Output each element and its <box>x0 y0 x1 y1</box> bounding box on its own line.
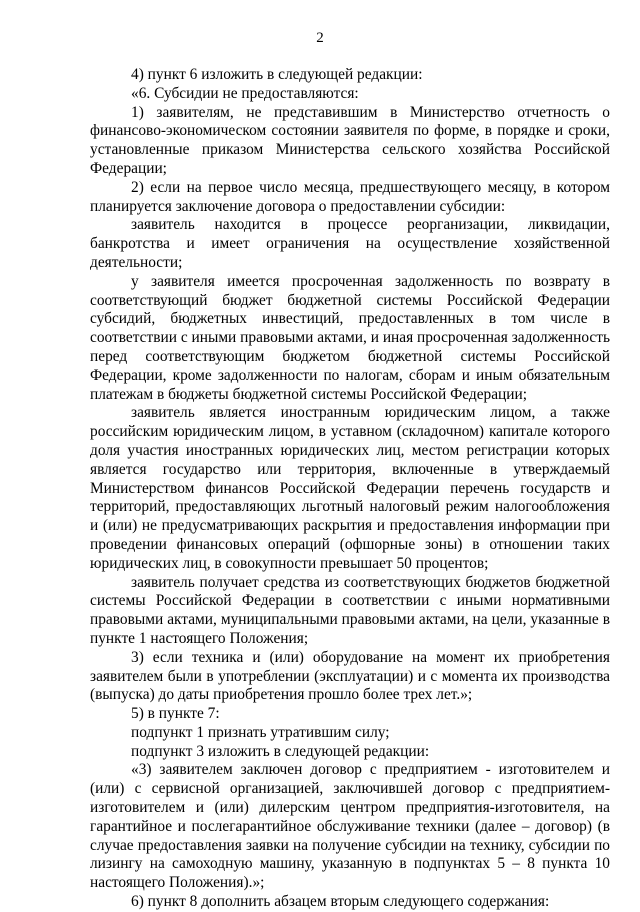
paragraph-other-budget-funds: заявитель получает средства из соответствующих бюджетов бюджетной системы Российской Федерации в соответствии с иными нормативными правовыми актами, муниципальными правовыми актами, на цели, указанные в пункте 1 настоящего Положения; <box>90 573 610 647</box>
paragraph-overdue-debt: у заявителя имеется просроченная задолженность по возврату в соответствующий бюджет бюджетной системы Российской Федерации субсидий, бюджетных инвестиций, предоставленных в том числе в соответствии с иными правовыми актами, и иная просроченная задолженность перед соответствующим бюджетом бюджетной системы Российской Федерации, кроме задолженности по налогам, сборам и иным обязательным платежам в бюджеты бюджетной системы Российской Федерации; <box>90 272 610 403</box>
paragraph-condition-1: 1) заявителям, не представившим в Министерство отчетность о финансово-экономическом состоянии заявителя по форме, в порядке и сроки, установленные приказом Министерства сельского хозяйства Российской Федерации; <box>90 103 610 177</box>
paragraph-reorganization: заявитель находится в процессе реорганизации, ликвидации, банкротства и имеет ограничения на осуществление хозяйственной деятельности; <box>90 216 610 271</box>
paragraph-subitem-1-void: подпункт 1 признать утратившим силу; <box>131 723 390 741</box>
paragraph-condition-3: 3) если техника и (или) оборудование на момент их приобретения заявителем были в употреблении (эксплуатации) и с момента их производства (выпуска) до даты приобретения прошло более трех лет.»; <box>90 648 610 704</box>
paragraph-item-5-intro: 5) в пункте 7: <box>131 705 220 723</box>
paragraph-item-6-intro: 6) пункт 8 дополнить абзацем вторым следующего содержания: <box>131 893 550 911</box>
paragraph-subitem-3-text: «3) заявителем заключен договор с предприятием - изготовителем и (или) с сервисной организацией, заключившей договор с предприятием-изготовителем и (или) дилерским центром предприятия-изготовителя, на гарантийное и послегарантийное обслуживание техники (далее – договор) (в случае предоставления заявки на получение субсидии на технику, субсидии по лизингу на самоходную машину, указанную в подпунктах 5 – 8 пункта 10 настоящего Положения).»; <box>90 761 610 892</box>
paragraph-subitem-3-intro: подпункт 3 изложить в следующей редакции: <box>131 742 430 760</box>
paragraph-condition-2: 2) если на первое число месяца, предшествующего месяцу, в котором планируется заключение договора о предоставлении субсидии: <box>90 178 610 215</box>
paragraph-foreign-entity: заявитель является иностранным юридическим лицом, а также российским юридическим лицом, в уставном (складочном) капитале которого доля участия иностранных юридических лиц, местом регистрации которых является государство или территория, включенные в утверждаемый Министерством финансов Российской Федерации перечень государств и территорий, предоставляющих льготный налоговый режим налогообложения и (или) не предусматривающих раскрытия и предоставления информации при проведении финансовых операций (офшорные зоны) в отношении таких юридических лиц, в совокупности превышает 50 процентов; <box>90 404 610 572</box>
document-body <box>90 66 610 912</box>
page-number: 2 <box>316 30 324 46</box>
paragraph-subsidies-not-provided: «6. Субсидии не предоставляются: <box>131 84 359 102</box>
paragraph-item-4-intro: 4) пункт 6 изложить в следующей редакции: <box>131 66 423 83</box>
